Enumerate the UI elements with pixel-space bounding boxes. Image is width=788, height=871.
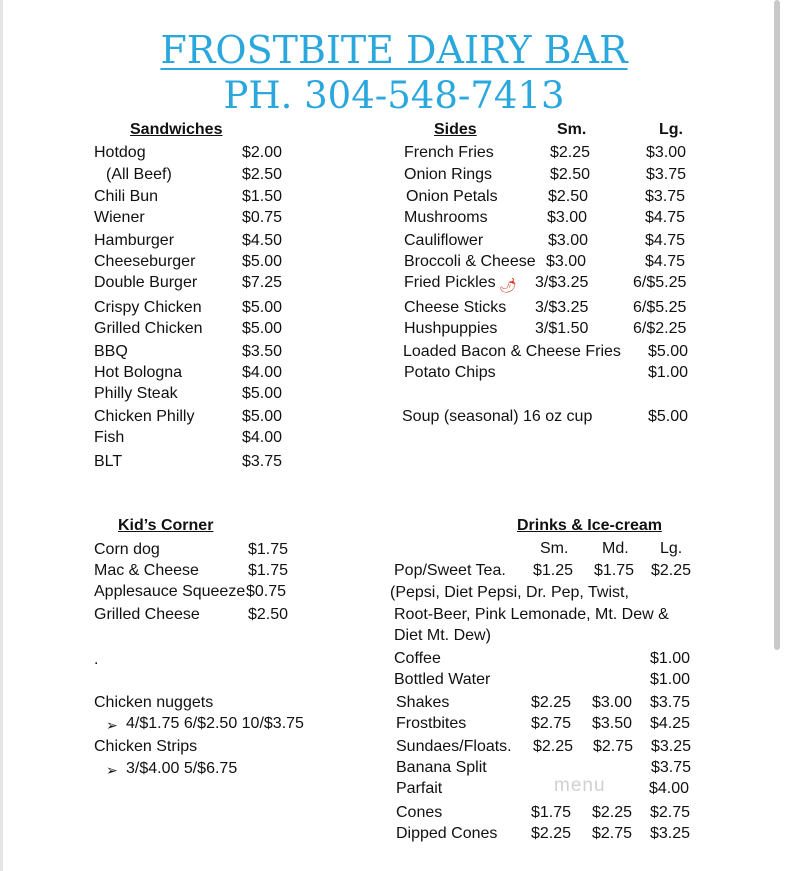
sandwich-name: Hamburger <box>94 232 175 249</box>
drinks-heading: Drinks & Ice-cream <box>517 517 662 534</box>
chicken-strips-label: Chicken Strips <box>94 738 198 755</box>
pop-flavors-note: Diet Mt. Dew) <box>394 627 491 644</box>
side-price: $1.00 <box>648 364 689 381</box>
drink-name: Dipped Cones <box>396 825 498 842</box>
drink-lg-price: $3.25 <box>650 825 691 842</box>
chili-pepper-icon: 🌶 <box>499 277 517 293</box>
side-lg-price: 6/$5.25 <box>633 299 687 316</box>
sandwich-name: Fish <box>94 429 125 446</box>
side-lg-price: 6/$5.25 <box>633 274 687 291</box>
sandwiches-heading: Sandwiches <box>130 121 223 138</box>
menupages-watermark: menu <box>554 775 606 796</box>
sandwich-name: Wiener <box>94 209 145 226</box>
sandwich-name: Chicken Philly <box>94 408 195 425</box>
drink-md-price: $1.75 <box>594 562 635 579</box>
sandwich-price: $7.25 <box>242 274 283 291</box>
drinks-lg-label: Lg. <box>660 540 683 557</box>
side-lg-price: $4.75 <box>645 209 686 226</box>
drink-sm-price: $1.25 <box>533 562 574 579</box>
sides-lg-label: Lg. <box>659 121 683 138</box>
sandwich-price: $4.00 <box>242 429 283 446</box>
sandwich-price: $3.75 <box>242 453 283 470</box>
kids-item-price: $2.50 <box>248 606 289 623</box>
drink-price: $3.75 <box>651 759 692 776</box>
side-sm-price: $2.25 <box>550 144 591 161</box>
drink-sm-price: $1.75 <box>531 804 572 821</box>
side-sm-price: $3.00 <box>546 253 587 270</box>
side-name: Broccoli & Cheese <box>404 253 536 270</box>
side-sm-price: 3/$3.25 <box>535 274 589 291</box>
sandwich-name: Chili Bun <box>94 188 159 205</box>
kids-heading: Kid’s Corner <box>118 517 214 534</box>
side-name: Loaded Bacon & Cheese Fries <box>403 343 621 360</box>
side-price: $5.00 <box>648 408 689 425</box>
drink-md-price: $2.25 <box>592 804 633 821</box>
kids-item-price: $0.75 <box>246 583 287 600</box>
sandwich-price: $5.00 <box>242 408 283 425</box>
arrow-bullet-icon: ➢ <box>106 762 118 778</box>
sandwich-name: BLT <box>94 453 123 470</box>
chicken-nuggets-label: Chicken nuggets <box>94 694 214 711</box>
drink-name: Pop/Sweet Tea. <box>394 562 506 579</box>
side-name: Soup (seasonal) 16 oz cup <box>402 408 593 425</box>
kids-item-name: Applesauce Squeeze <box>94 583 246 600</box>
side-lg-price: $4.75 <box>645 232 686 249</box>
side-sm-price: $3.00 <box>548 232 589 249</box>
sandwich-price: $4.00 <box>242 364 283 381</box>
drink-lg-price: $3.75 <box>650 694 691 711</box>
kids-item-name: Corn dog <box>94 541 160 558</box>
side-sm-price: 3/$1.50 <box>535 320 589 337</box>
sandwich-price: $3.50 <box>242 343 283 360</box>
drink-sm-price: $2.25 <box>533 738 574 755</box>
drink-sm-price: $2.25 <box>531 825 572 842</box>
side-name: Fried Pickles <box>404 274 496 291</box>
phone-number: PH. 304-548-7413 <box>223 74 565 117</box>
side-price: $5.00 <box>648 343 689 360</box>
drink-lg-price: $2.25 <box>651 562 692 579</box>
drink-price: $1.00 <box>650 650 691 667</box>
side-name: Cauliflower <box>404 232 484 249</box>
side-name: Cheese Sticks <box>404 299 507 316</box>
drink-name: Banana Split <box>396 759 487 776</box>
drink-name: Cones <box>396 804 443 821</box>
side-name: Mushrooms <box>404 209 488 226</box>
kids-item-price: $1.75 <box>248 541 289 558</box>
sandwich-price: $0.75 <box>242 209 283 226</box>
drink-sm-price: $2.75 <box>531 715 572 732</box>
sandwich-price: $5.00 <box>242 253 283 270</box>
sandwich-name: Philly Steak <box>94 385 178 402</box>
sandwich-price: $1.50 <box>242 188 283 205</box>
drink-lg-price: $4.25 <box>650 715 691 732</box>
sandwich-price: $5.00 <box>242 320 283 337</box>
sandwich-price: $2.50 <box>242 166 283 183</box>
drink-name: Coffee <box>394 650 441 667</box>
drink-md-price: $3.50 <box>592 715 633 732</box>
drink-md-price: $2.75 <box>592 825 633 842</box>
chicken-strips-prices: 3/$4.00 5/$6.75 <box>126 760 238 777</box>
side-name: Onion Petals <box>406 188 498 205</box>
drink-price: $1.00 <box>650 671 691 688</box>
side-sm-price: $2.50 <box>548 188 589 205</box>
sandwich-price: $5.00 <box>242 385 283 402</box>
pop-flavors-note: (Pepsi, Diet Pepsi, Dr. Pep, Twist, <box>390 584 629 601</box>
sandwich-name: (All Beef) <box>106 166 172 183</box>
side-lg-price: 6/$2.25 <box>633 320 687 337</box>
sides-sm-label: Sm. <box>557 121 587 138</box>
drink-md-price: $2.75 <box>593 738 634 755</box>
sandwich-price: $5.00 <box>242 299 283 316</box>
side-name: French Fries <box>404 144 494 161</box>
side-name: Potato Chips <box>404 364 496 381</box>
kids-item-price: $1.75 <box>248 562 289 579</box>
sandwich-name: Hot Bologna <box>94 364 183 381</box>
kids-item-name: Grilled Cheese <box>94 606 200 623</box>
side-name: Onion Rings <box>404 166 493 183</box>
sandwich-name: Grilled Chicken <box>94 320 203 337</box>
side-lg-price: $4.75 <box>645 253 686 270</box>
chicken-nuggets-prices: 4/$1.75 6/$2.50 10/$3.75 <box>126 715 304 732</box>
side-lg-price: $3.00 <box>646 144 687 161</box>
kids-item-name: Mac & Cheese <box>94 562 199 579</box>
side-sm-price: $3.00 <box>547 209 588 226</box>
drink-lg-price: $3.25 <box>651 738 692 755</box>
drink-lg-price: $2.75 <box>650 804 691 821</box>
sandwich-price: $4.50 <box>242 232 283 249</box>
pop-flavors-note: Root-Beer, Pink Lemonade, Mt. Dew & <box>394 606 669 623</box>
sandwich-name: BBQ <box>94 343 128 360</box>
side-sm-price: 3/$3.25 <box>535 299 589 316</box>
drink-name: Parfait <box>396 780 443 797</box>
left-edge <box>0 0 3 871</box>
sides-heading: Sides <box>434 121 477 138</box>
sandwich-name: Double Burger <box>94 274 198 291</box>
side-lg-price: $3.75 <box>645 188 686 205</box>
restaurant-title: FROSTBITE DAIRY BAR <box>160 28 628 72</box>
sandwich-price: $2.00 <box>242 144 283 161</box>
side-name: Hushpuppies <box>404 320 498 337</box>
drink-sm-price: $2.25 <box>531 694 572 711</box>
arrow-bullet-icon: ➢ <box>106 717 118 733</box>
drinks-sm-label: Sm. <box>540 540 569 557</box>
side-sm-price: $2.50 <box>550 166 591 183</box>
sandwich-name: Hotdog <box>94 144 146 161</box>
drink-name: Bottled Water <box>394 671 491 688</box>
side-lg-price: $3.75 <box>646 166 687 183</box>
drink-name: Frostbites <box>396 715 467 732</box>
sandwich-name: Crispy Chicken <box>94 299 202 316</box>
drinks-md-label: Md. <box>602 540 629 557</box>
drink-name: Sundaes/Floats. <box>396 738 512 755</box>
drink-name: Shakes <box>396 694 450 711</box>
sandwich-name: Cheeseburger <box>94 253 196 270</box>
stray-dot: . <box>94 651 99 668</box>
drink-price: $4.00 <box>649 780 690 797</box>
drink-md-price: $3.00 <box>592 694 633 711</box>
